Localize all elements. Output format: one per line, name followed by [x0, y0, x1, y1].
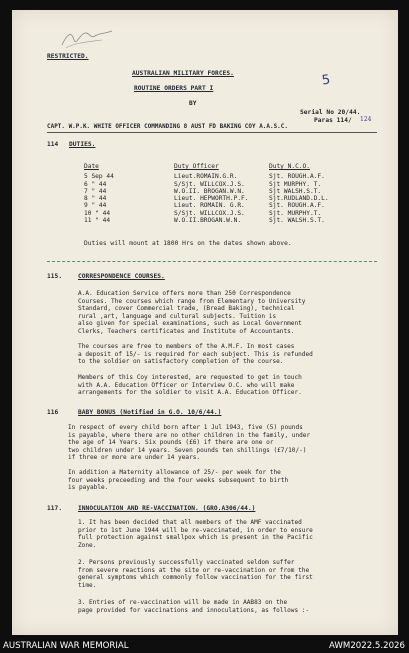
commanding-officer-line: CAPT. W.P.K. WHITE OFFICER COMMANDING 8 AUST FD BAKING COY A.A.S.C. [47, 124, 288, 130]
classification-label: RESTRICTED. [47, 53, 89, 60]
date-cell: 9 " 44 [84, 202, 107, 210]
table-row [84, 210, 374, 217]
by-label: BY [189, 100, 197, 107]
document-subtitle: ROUTINE ORDERS PART I [134, 85, 214, 92]
duty-officer-cell: S/Sjt. WILLCOX.J.S. [174, 180, 245, 188]
para-number-115: 115. [47, 273, 63, 280]
archive-footer [0, 641, 409, 653]
footer-institution: AUSTRALIAN WAR MEMORIAL [3, 641, 129, 651]
table-row [84, 188, 374, 195]
duty-nco-cell: Sjt. ROUGH.A.F. [269, 173, 325, 181]
date-cell: 8 " 44 [84, 195, 107, 203]
duty-table-header [84, 163, 374, 173]
document-page [12, 10, 398, 635]
paras-label: Paras 114/ [314, 117, 352, 124]
officer-underline [47, 132, 377, 133]
duties-heading: DUTIES. [69, 141, 96, 148]
date-cell: 5 Sep 44 [84, 173, 114, 181]
duty-officer-cell: Lieut. HEPWORTH.P.F. [174, 195, 249, 203]
duty-officer-cell: W.O.II. BROGAN.W.N. [174, 187, 245, 195]
duty-nco-cell: Sjt. ROUGH.A.F. [269, 202, 325, 210]
innoculation-heading: INNOCULATION AND RE-VACCINATION. (GRO.A306/44.) [78, 505, 256, 512]
duty-nco-cell: Sjt MURPHY. T. [269, 180, 322, 188]
column-header-duty-officer: Duty Officer [174, 163, 219, 170]
duty-officer-cell: Lieut.ROMAIN.G.R. [174, 173, 238, 181]
duty-roster-table [84, 163, 374, 224]
pencil-signature [58, 28, 118, 50]
paras-handwritten: 124 [360, 116, 372, 123]
innoculation-paragraph-1: 1. It has been decided that all members of the AMF vaccinated prior to 1st June 1944 will be re-vaccinated, in order to ensure full protection against smallpox which is present in the Pacific Zone. [78, 519, 313, 549]
innoculation-paragraph-3: 3. Entries of re-vaccination will be made in AAB83 on the page provided for vaccinations and innoculations, as follows :- [78, 599, 310, 614]
table-row [84, 202, 374, 209]
correspondence-paragraph-2: The courses are free to members of the A.M.F. In most cases a deposit of 15/- is required for each subject. This is refunded to the soldier on satisfactory completion of the course. [78, 343, 313, 366]
serial-number: Serial No 20/44. [300, 109, 361, 116]
document-title: AUSTRALIAN MILITARY FORCES. [132, 70, 234, 77]
correspondence-heading: CORRESPONDENCE COURSES. [78, 273, 165, 280]
correspondence-paragraph-1: A.A. Education Service offers more than 250 Correspondence Courses. The courses which range from Elementary to University Standard, cover Commercial trade, (Bread Baking), technical rural ,art, language and cultural subjects. Tuition is also given for special examinations, such as Local Government Clerks, Teachers certificates and Institute of Accountants. [78, 290, 306, 335]
footer-reference: AWM2022.5.2026 [329, 641, 405, 651]
para-number-114: 114 [47, 141, 59, 148]
duty-officer-cell: Lieut. ROMAIN. G.R. [174, 202, 245, 210]
date-cell: 7 " 44 [84, 187, 107, 195]
para-number-116: 116 [47, 409, 59, 416]
innoculation-paragraph-2: 2. Persons previously successfully vaccinated seldom suffer from severe reactions at the site or re-vaccination or from the general symptoms which commonly follow vaccination for the first time. [78, 559, 313, 589]
duties-note: Duties will mount at 1800 Hrs on the dates shown above. [84, 240, 292, 247]
column-header-date: Date [84, 163, 99, 170]
stamp-number: 5 [320, 72, 332, 89]
duty-nco-cell: Sjt WALSH.S.T. [269, 187, 322, 195]
para-number-117: 117. [47, 505, 63, 512]
duty-officer-cell: S/Sjt. WILLCOX.J.S. [174, 209, 245, 217]
section-divider [47, 261, 377, 263]
table-row [84, 181, 374, 188]
duty-nco-cell: Sjt. MURPHY.T. [269, 209, 322, 217]
baby-bonus-paragraph-2: In addition a Maternity allowance of 25/- per week for the four weeks preceeding and the four weeks subsequent to birth is payable. [68, 469, 289, 492]
table-row [84, 217, 374, 224]
date-cell: 11 " 44 [84, 217, 111, 225]
correspondence-paragraph-3: Members of this Coy interested, are requested to get in touch with A.A. Education Officer or Interview O.C. who will make arrangements for the soldier to visit A.A. Education Officer. [78, 374, 302, 397]
date-cell: 10 " 44 [84, 209, 111, 217]
duty-officer-cell: W.O.II.BROGAN.W.N. [174, 217, 242, 225]
table-row [84, 173, 374, 180]
column-header-duty-nco: Duty N.C.O. [269, 163, 310, 170]
baby-bonus-heading: BABY BONUS (Notified in G.O. 10/6/44.) [78, 409, 222, 416]
table-row [84, 195, 374, 202]
date-cell: 6 " 44 [84, 180, 107, 188]
baby-bonus-paragraph-1: In respect of every child born after 1 Jul 1943, five (5) pounds is payable, where there are no other children in the family, under the age of 14 Years. Six pounds (£6) if there are one or two children under 14 years. Seven pounds ten shillings (£7/10/-) if three or more are under 14 years. [68, 424, 311, 462]
duty-nco-cell: Sjt.RUDLAND.D.L. [269, 195, 329, 203]
duty-nco-cell: Sjt. WALSH.S.T. [269, 217, 325, 225]
